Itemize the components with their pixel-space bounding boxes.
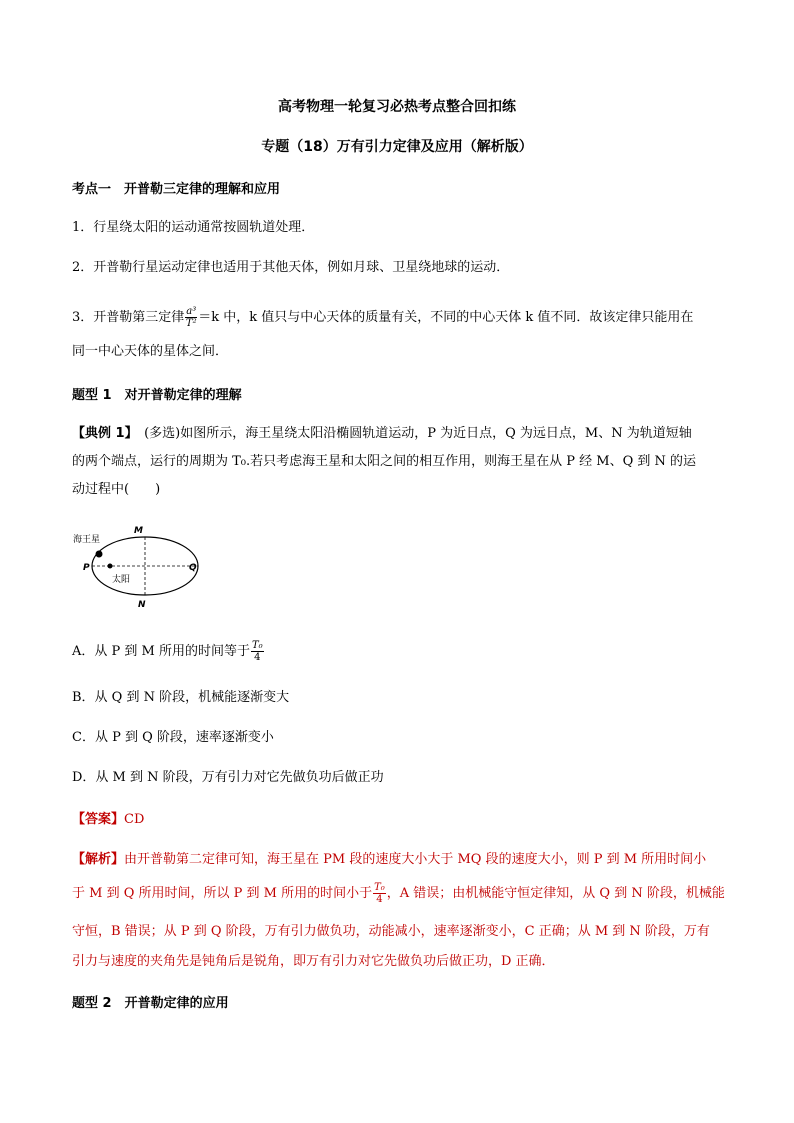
analysis-fraction	[373, 882, 386, 905]
option-D: D．从 M 到 N 阶段，万有引力对它先做负功后做正功	[72, 770, 384, 785]
example-line-2: 的两个端点，运行的周期为 T₀.若只考虑海王星和太阳之间的相互作用，则海王星在从 P 经 M、Q 到 N 的运	[72, 454, 697, 469]
point-P-label: P	[83, 563, 90, 573]
answer-tag: 【答案】	[72, 812, 125, 827]
planet-dot	[96, 551, 103, 558]
analysis-line-4: 引力与速度的夹角先是钝角后是锐角，即万有引力对它先做负功后做正功，D 正确．	[72, 954, 555, 969]
analysis-text-2a: 于 M 到 Q 所用时间，所以 P 到 M 所用的时间小于	[72, 886, 373, 901]
point-Q-label: Q	[189, 563, 197, 573]
analysis-line-3: 守恒，B 错误；从 P 到 Q 阶段，万有引力做负功，动能减小，速率逐渐变小，C 正确；从 M 到 N 阶段，万有	[72, 924, 710, 939]
option-A-fraction	[251, 640, 264, 663]
example-line-1	[72, 424, 692, 444]
fraction-numerator: T₀	[374, 882, 385, 893]
point-N-label: N	[138, 600, 146, 610]
fraction-denominator: 4	[254, 652, 261, 663]
paragraph-3	[72, 306, 693, 329]
answer-value: CD	[124, 812, 145, 827]
analysis-tag: 【解析】	[72, 852, 125, 867]
point-M-label: M	[134, 526, 143, 536]
page-title: 高考物理一轮复习必热考点整合回扣练	[278, 99, 516, 115]
paragraph-3-middle: ＝k 中，k 值只与中心天体的质量有关，不同的中心天体 k 值不同．故该定律只能用在	[198, 310, 694, 325]
analysis-text-2b: ，A 错误；由机械能守恒定律知，从 Q 到 N 阶段，机械能	[386, 886, 725, 901]
option-A-text: A．从 P 到 M 所用的时间等于	[72, 644, 250, 659]
fraction-denominator: T²	[185, 318, 197, 329]
option-A	[72, 640, 265, 663]
option-B: B．从 Q 到 N 阶段，机械能逐渐变大	[72, 690, 290, 705]
sun-dot	[108, 564, 113, 569]
page-subtitle: 专题（18）万有引力定律及应用（解析版）	[261, 139, 533, 155]
paragraph-3-start: 3．开普勒第三定律	[72, 310, 185, 325]
kepler-third-law-fraction	[185, 306, 197, 329]
orbit-diagram	[70, 520, 210, 610]
fraction-numerator: T₀	[251, 640, 263, 651]
fraction-denominator: 4	[376, 894, 383, 905]
answer-line	[72, 810, 144, 830]
fraction-numerator: a³	[186, 306, 197, 317]
example-text-1: (多选)如图所示，海王星绕太阳沿椭圆轨道运动，P 为近日点，Q 为远日点，M、N 为轨道短轴	[131, 426, 692, 441]
question-type-heading-2: 题型 2 开普勒定律的应用	[72, 996, 229, 1011]
example-line-3: 动过程中( )	[72, 482, 161, 497]
paragraph-1: 1．行星绕太阳的运动通常按圆轨道处理．	[72, 220, 315, 235]
paragraph-2: 2．开普勒行星运动定律也适用于其他天体，例如月球、卫星绕地球的运动．	[72, 260, 510, 275]
analysis-text-1: 由开普勒第二定律可知，海王星在 PM 段的速度大小大于 MQ 段的速度大小，则 P 到 M 所用时间小	[124, 852, 707, 867]
section-heading-1: 考点一 开普勒三定律的理解和应用	[72, 182, 281, 197]
paragraph-3-end: 同一中心天体的星体之间．	[72, 344, 229, 359]
analysis-line-2	[72, 882, 725, 905]
example-tag: 【典例 1】	[72, 426, 132, 441]
option-C: C．从 P 到 Q 阶段，速率逐渐变小	[72, 730, 274, 745]
question-type-heading-1: 题型 1 对开普勒定律的理解	[72, 388, 242, 403]
sun-label: 太阳	[112, 575, 131, 585]
planet-label: 海王星	[73, 535, 101, 545]
analysis-line-1	[72, 850, 706, 870]
